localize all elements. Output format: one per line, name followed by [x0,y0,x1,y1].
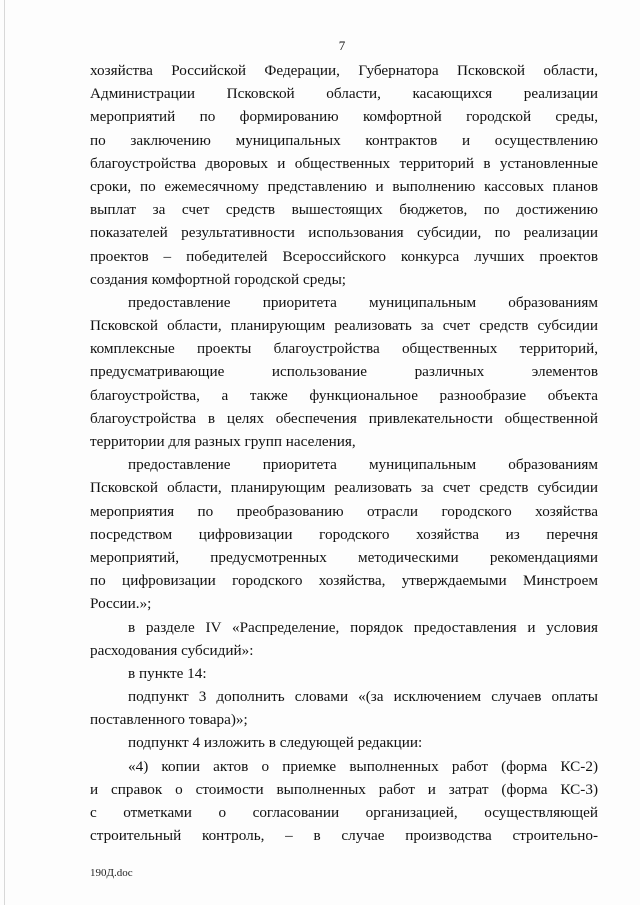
text-line: благоустройства, а также функциональное разнообразие объекта [90,386,598,404]
text-line: предоставление приоритета муниципальным образованиям [128,293,598,311]
text-line: в пункте 14: [128,664,207,682]
text-line: благоустройства дворовых и общественных территорий в установленные [90,154,598,172]
text-line: благоустройства в целях обеспечения привлекательности общественной [90,409,598,427]
text-line: и справок о стоимости выполненных работ и затрат (форма КС-3) [90,780,598,798]
text-line: подпункт 4 изложить в следующей редакции: [128,734,423,752]
text-line: показателей результативности использования субсидии, по реализации [90,224,598,242]
text-line: в разделе IV «Распределение, порядок предоставления и условия [128,618,598,636]
text-line: предусматривающие использование различных элементов [90,363,598,381]
text-line: Псковской области, планирующим реализовать за счет средств субсидии [90,317,598,335]
text-line: сроки, по ежемесячному представлению и выполнению кассовых планов [90,177,598,195]
text-line: мероприятия по преобразованию отрасли городского хозяйства [90,502,598,520]
text-line: создания комфортной городской среды; [90,270,347,288]
text-line: мероприятий, предусмотренных методическими рекомендациями [90,548,598,566]
text-line: строительный контроль, – в случае производства строительно- [90,827,598,845]
text-line: территории для разных групп населения, [90,433,356,450]
text-line: хозяйства Российской Федерации, Губернатора Псковской области, [90,62,598,79]
text-line: выплат за счет средств вышестоящих бюджетов, по достижению [90,201,598,219]
document-body [90,59,598,847]
text-line: мероприятий по формированию комфортной городской среды, [90,108,598,126]
text-line: Псковской области, планирующим реализовать за счет средств субсидии [90,479,598,497]
text-line: с отметками о согласовании организацией, осуществляющей [90,804,598,821]
text-line: подпункт 3 дополнить словами «(за исключением случаев оплаты [128,688,598,706]
text-line: комплексные проекты благоустройства общественных территорий, [90,340,598,358]
text-line: проектов – победителей Всероссийского конкурса лучших проектов [90,247,598,265]
footer-filename: 190Д.doc [90,867,133,879]
text-line: по цифровизации городского хозяйства, утверждаемыми Минстроем [90,572,598,590]
page-edge [4,0,5,905]
text-line: «4) копии актов о приемке выполненных работ (форма КС-2) [128,757,598,775]
text-line: посредством цифровизации городского хозяйства из перечня [90,525,598,543]
text-line: России.»; [90,595,152,613]
text-line: предоставление приоритета муниципальным образованиям [128,456,598,474]
text-line: поставленного товара)»; [90,711,248,729]
text-line: по заключению муниципальных контрактов и осуществлению [90,131,598,149]
text-line: Администрации Псковской области, касающихся реализации [90,85,598,103]
page-number: 7 [338,38,346,53]
text-line: расходования субсидий»: [90,641,254,659]
